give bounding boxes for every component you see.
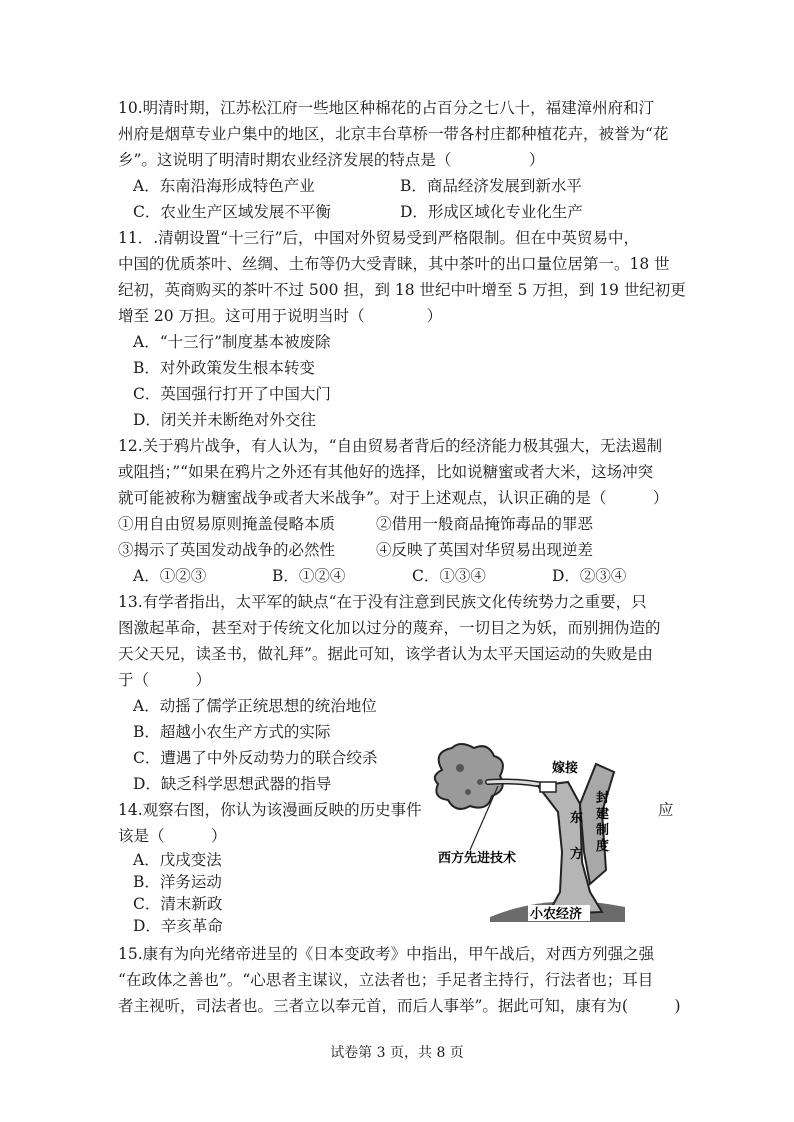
graft-wrap (540, 782, 556, 792)
q12-option-d: D．②③④ (552, 567, 627, 585)
q11-stem-line4: 增至 20 万担。这可用于说明当时（ ） (118, 307, 443, 325)
q12-option-c: C．①③④ (412, 567, 486, 585)
canopy-knot (465, 789, 471, 795)
vertical-label-char: 制 (596, 823, 610, 838)
q14-option-b: B．洋务运动 (133, 873, 222, 891)
q11-stem-line1: 11．.清朝设置“十三行”后，中国对外贸易受到严格限制。但在中英贸易中， (118, 229, 640, 247)
q10-option-d: D．形成区域化专业化生产 (400, 203, 583, 221)
vertical-label-char: 度 (596, 839, 610, 854)
label-graft: 嫁接 (552, 761, 579, 776)
q10-stem-line1: 10.明清时期，江苏松江府一些地区种棉花的占百分之七八十，福建漳州府和汀 (118, 99, 655, 117)
q12-statement-1: ①用自由贸易原则掩盖侵略本质 (118, 515, 336, 533)
canopy-knot (456, 764, 464, 772)
q15-stem-line1: 15.康有为向光绪帝进呈的《日本变政考》中指出，甲午战后，对西方列强之强 (118, 945, 655, 963)
q12-stem-line1: 12.关于鸦片战争，有人认为，“自由贸易者背后的经济能力极其强大，无法遏制 (118, 437, 663, 455)
q11-option-b: B．对外政策发生根本转变 (133, 359, 315, 377)
q11-stem-line3: 纪初，英商购买的茶叶不过 500 担，到 18 世纪中叶增至 5 万担，到 19 世纪初更 (118, 281, 686, 299)
q15-stem-line2: “在政体之善也”。“心思者主谋议，立法者也；手足者主持行，行法者也；耳目 (118, 971, 654, 989)
q13-stem-line1: 13.有学者指出，太平军的缺点“在于没有注意到民族文化传统势力之重要，只 (118, 593, 647, 611)
q12-statement-2: ②借用一般商品掩饰毒品的罪恶 (376, 515, 594, 533)
q14-option-d: D．辛亥革命 (133, 917, 223, 935)
q14-stem-line1-end: 应 (658, 801, 674, 819)
q12-stem-line3: 就可能被称为糖蜜战争或者大米战争”。对于上述观点，认识正确的是（ ） (118, 489, 669, 507)
q14-stem-line1: 14.观察右图，你认为该漫画反映的历史事件 (118, 801, 422, 819)
label-feudal-system (595, 791, 609, 854)
q10-stem-line3: 乡”。这说明了明清时期农业经济发展的特点是（ ） (118, 151, 545, 169)
q11-option-c: C．英国强行打开了中国大门 (133, 385, 331, 403)
q14-option-c: C．清末新政 (133, 895, 223, 913)
q10-stem-line2: 州府是烟草专业户集中的地区，北京丰台草桥一带各村庄都种植花卉，被誉为“花 (118, 125, 669, 143)
canopy-knot (477, 779, 483, 785)
q10-option-a: A．东南沿海形成特色产业 (133, 177, 315, 195)
q11-option-d: D．闭关并未断绝对外交往 (133, 411, 316, 429)
vertical-label-char: 东 (570, 811, 584, 826)
q12-statement-3: ③揭示了英国发动战争的必然性 (118, 541, 336, 559)
vertical-label-char: 建 (596, 807, 610, 822)
q13-option-c: C．遭遇了中外反动势力的联合绞杀 (133, 749, 378, 767)
vertical-label-char: 封 (596, 791, 610, 806)
q12-option-a: A．①②③ (133, 567, 207, 585)
q13-option-b: B．超越小农生产方式的实际 (133, 723, 331, 741)
page-footer: 试卷第 3 页，共 8 页 (330, 1045, 464, 1061)
q11-stem-line2: 中国的优质茶叶、丝绸、土布等仍大受青睐，其中茶叶的出口量位居第一。18 世 (118, 255, 670, 273)
q12-stem-line2: 或阻挡；”“如果在鸦片之外还有其他好的选择，比如说糖蜜或者大米，这场冲突 (118, 463, 654, 481)
q14-stem-line2: 该是（ ） (118, 827, 227, 845)
q13-stem-line4: 于（ ） (118, 671, 212, 689)
q12-statement-4: ④反映了英国对华贸易出现逆差 (376, 541, 594, 559)
q12-option-b: B．①②④ (272, 567, 346, 585)
q13-stem-line3: 天父天兄，读圣书，做礼拜”。据此可知，该学者认为太平天国运动的失败是由 (118, 645, 653, 663)
q10-option-c: C．农业生产区域发展不平衡 (133, 203, 331, 221)
label-western-technology: 西方先进技术 (438, 851, 517, 866)
q13-option-a: A．动摇了儒学正统思想的统治地位 (133, 697, 377, 715)
grafting-cartoon (430, 742, 630, 922)
label-small-peasant-economy: 小农经济 (530, 907, 583, 922)
vertical-label-char: 方 (570, 847, 584, 862)
q13-stem-line2: 图激起革命，甚至对于传统文化加以过分的蔑弃，一切目之为妖，而别拥伪造的 (118, 619, 661, 637)
q14-option-a: A．戊戌变法 (133, 851, 222, 869)
q13-option-d: D．缺乏科学思想武器的指导 (133, 775, 332, 793)
q11-option-a: A．“十三行”制度基本被废除 (133, 333, 331, 351)
q10-option-b: B．商品经济发展到新水平 (400, 177, 582, 195)
q15-stem-line3: 者主视听，司法者也。三者立以奉元首，而后人事举”。据此可知，康有为( ) (118, 997, 681, 1015)
